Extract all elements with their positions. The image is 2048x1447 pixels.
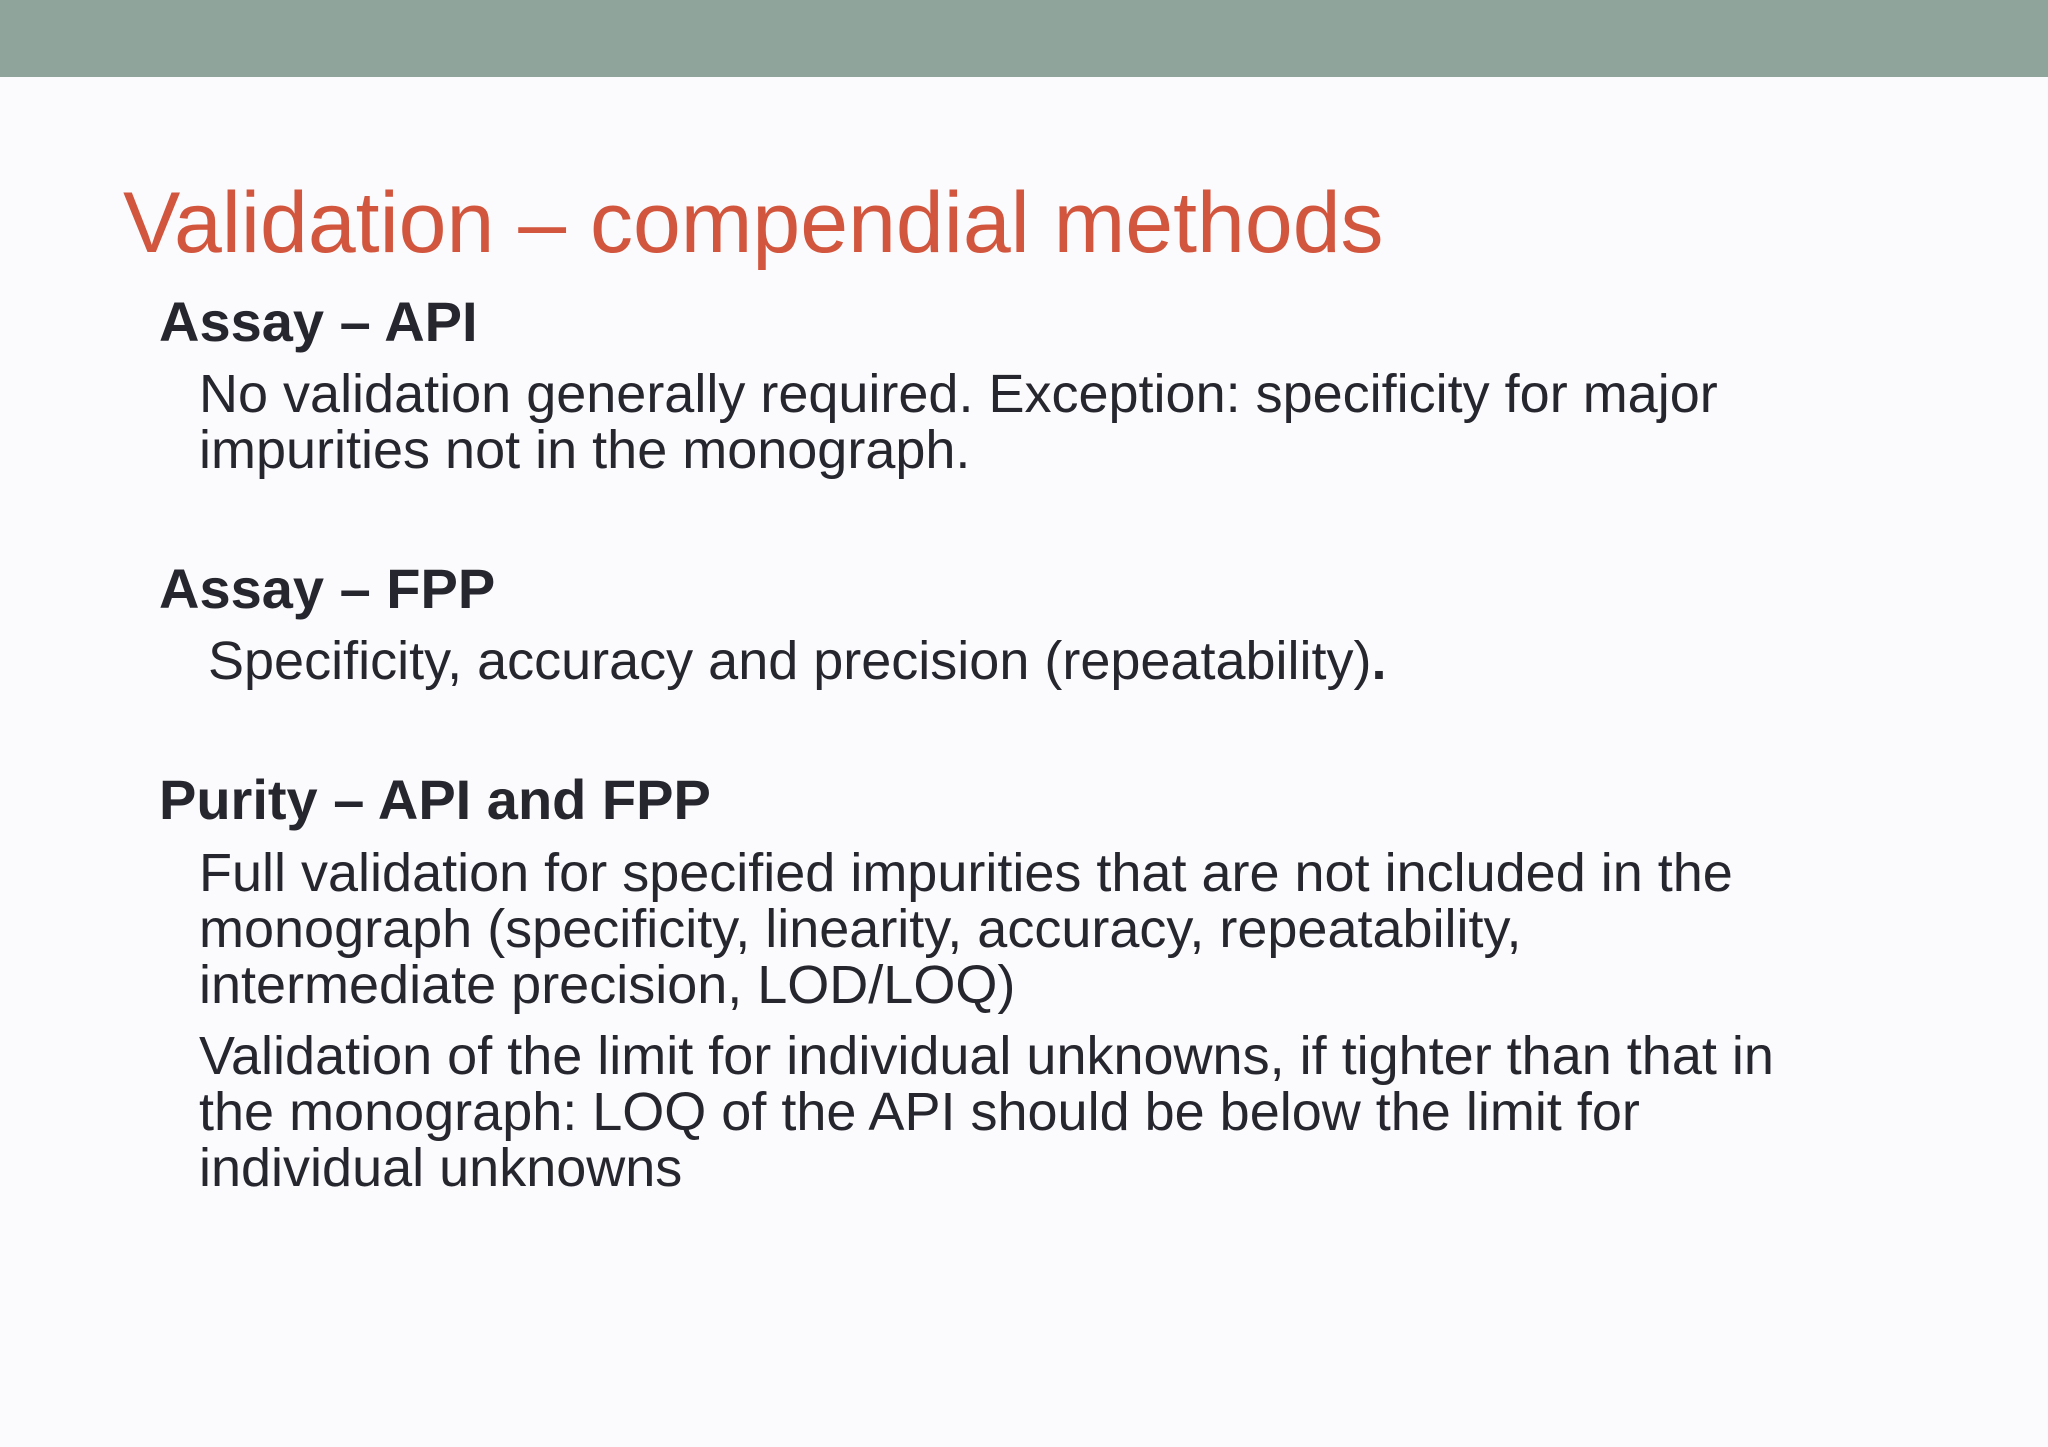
section-heading-assay-fpp: Assay – FPP: [159, 557, 496, 620]
purity-p1-line: intermediate precision, LOD/LOQ): [199, 955, 1016, 1015]
section-heading-assay-api: Assay – API: [159, 290, 478, 353]
purity-p1-line: monograph (specificity, linearity, accuracy, repeatability,: [199, 899, 1522, 959]
purity-p2-line: individual unknowns: [199, 1138, 683, 1198]
section-heading-purity: Purity – API and FPP: [159, 768, 711, 831]
assay-fpp-text: [208, 633, 1387, 689]
purity-paragraph-2: [199, 1028, 1774, 1196]
purity-p2-line: Validation of the limit for individual unknowns, if tighter than that in: [199, 1026, 1774, 1086]
purity-paragraph-1: [199, 845, 1733, 1013]
purity-p2-line: the monograph: LOQ of the API should be below the limit for: [199, 1082, 1640, 1142]
assay-fpp-text-main: Specificity, accuracy and precision (repeatability): [208, 631, 1372, 691]
assay-api-text-line: impurities not in the monograph.: [199, 420, 971, 480]
purity-p1-line: Full validation for specified impurities that are not included in the: [199, 843, 1733, 903]
slide-title: Validation – compendial methods: [123, 175, 1384, 271]
assay-fpp-text-period: .: [1371, 631, 1387, 691]
assay-api-text-line: No validation generally required. Exception: specificity for major: [199, 364, 1718, 424]
assay-api-text: [199, 366, 1718, 478]
